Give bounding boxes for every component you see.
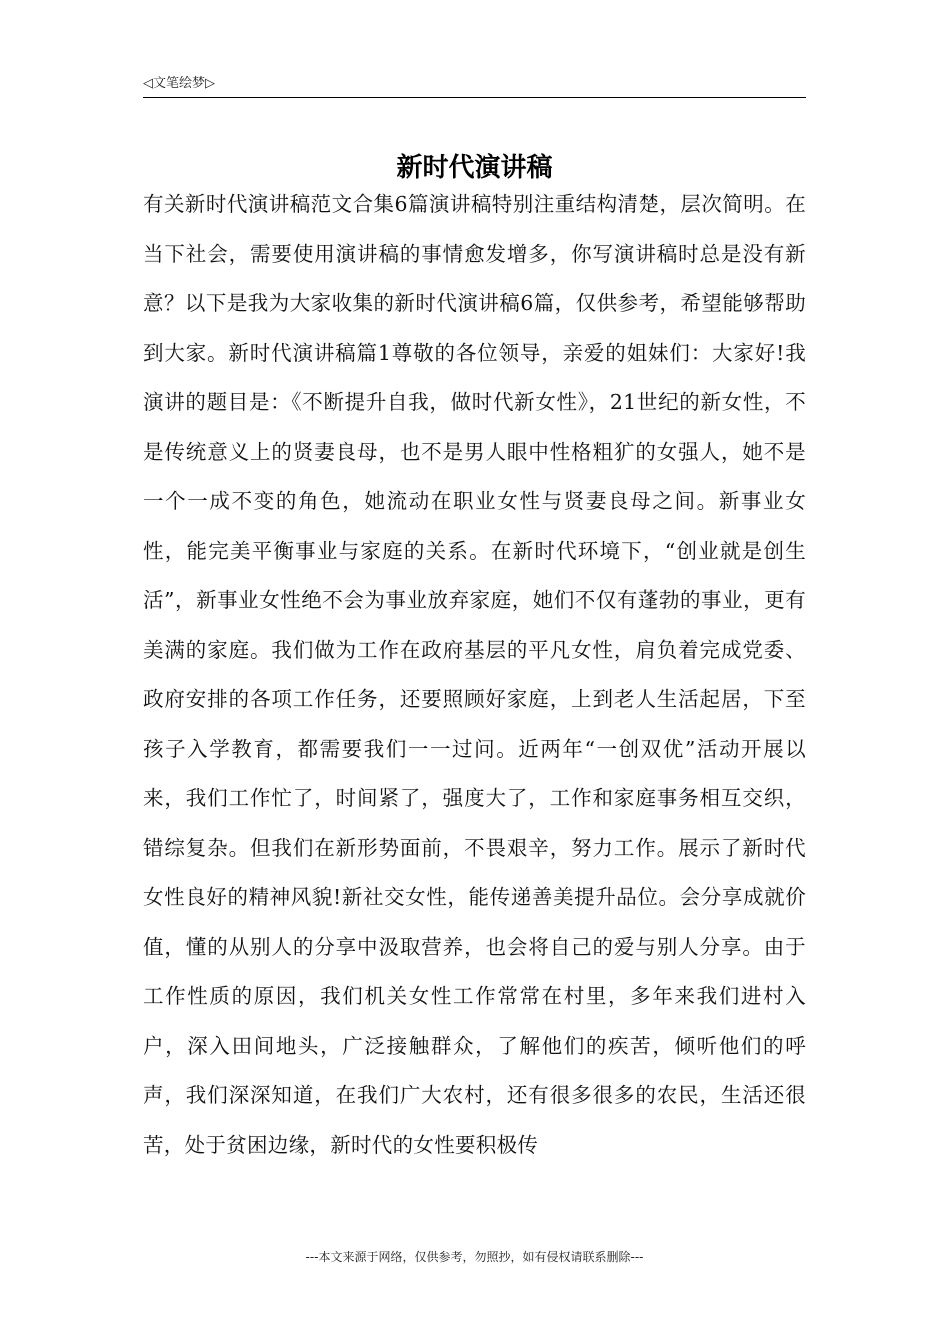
document-body: 有关新时代演讲稿范文合集6篇演讲稿特别注重结构清楚，层次简明。在当下社会，需要使用演讲稿的事情愈发增多，你写演讲稿时总是没有新意？以下是我为大家收集的新时代演讲稿6篇，仅供参考，希望能够帮助到大家。新时代演讲稿篇1尊敬的各位领导，亲爱的姐妹们：大家好!我演讲的题目是：《不断提升自我，做时代新女性》，21世纪的新女性，不是传统意义上的贤妻良母，也不是男人眼中性格粗犷的女强人，她不是一个一成不变的角色，她流动在职业女性与贤妻良母之间。新事业女性，能完美平衡事业与家庭的关系。在新时代环境下，“创业就是创生活”，新事业女性绝不会为事业放弃家庭，她们不仅有蓬勃的事业，更有美满的家庭。我们做为工作在政府基层的平凡女性，肩负着完成党委、政府安排的各项工作任务，还要照顾好家庭，上到老人生活起居，下至孩子入学教育，都需要我们一一过问。近两年“一创双优”活动开展以来，我们工作忙了，时间紧了，强度大了，工作和家庭事务相互交织，错综复杂。但我们在新形势面前，不畏艰辛，努力工作。展示了新时代女性良好的精神风貌!新社交女性，能传递善美提升品位。会分享成就价值，懂的从别人的分享中汲取营养，也会将自己的爱与别人分享。由于工作性质的原因，我们机关女性工作常常在村里，多年来我们进村入户，深入田间地头，广泛接触群众，了解他们的疾苦，倾听他们的呼声，我们深深知道，在我们广大农村，还有很多很多的农民，生活还很苦，处于贫困边缘，新时代的女性要积极传	[143, 192, 806, 1157]
document-title: 新时代演讲稿	[396, 153, 553, 184]
footer-disclaimer: ---本文来源于网络，仅供参考，勿照抄，如有侵权请联系删除---	[305, 1250, 644, 1264]
document-header-label: ◁文笔绘梦▷	[143, 76, 215, 91]
header-divider	[143, 97, 806, 98]
